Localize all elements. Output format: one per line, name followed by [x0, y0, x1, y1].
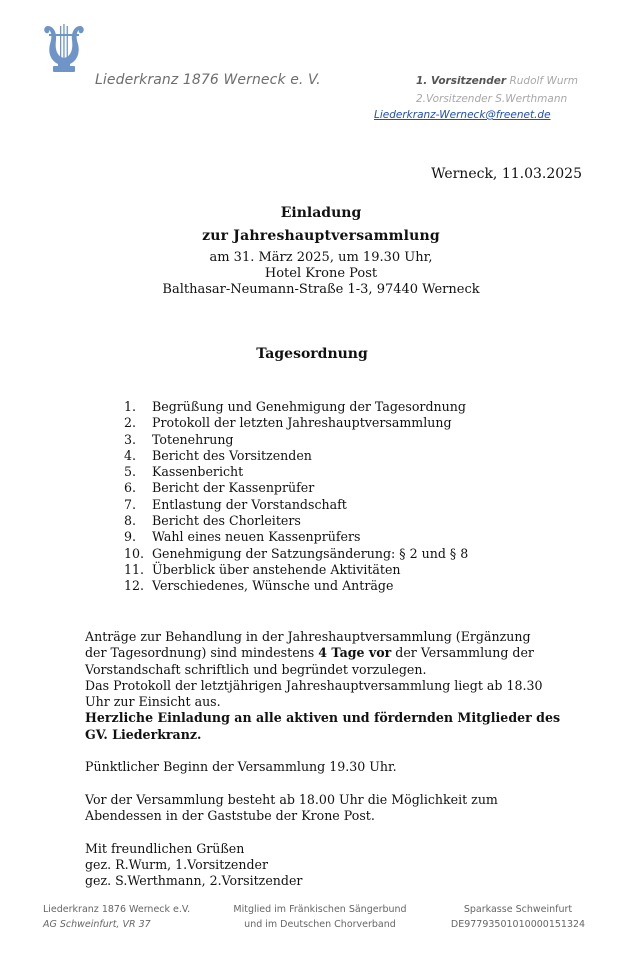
footer-membership-line: Mitglied im Fränkischen Sängerbund	[233, 904, 407, 915]
agenda-item-text: Begrüßung und Genehmigung der Tagesordnung	[152, 399, 466, 414]
agenda-heading: Tagesordnung	[256, 346, 368, 362]
lyre-icon	[42, 22, 86, 74]
minutes-paragraph-line: Uhr zur Einsicht aus.	[85, 694, 221, 710]
signature-1: gez. R.Wurm, 1.Vorsitzender	[85, 857, 268, 873]
deadline-emphasis: 4 Tage vor	[318, 645, 392, 661]
agenda-item-number: 2.	[124, 415, 137, 431]
chairman-1	[416, 75, 578, 87]
agenda-item-text: Wahl eines neuen Kassenprüfers	[152, 529, 361, 545]
agenda-item	[124, 546, 468, 562]
agenda-item-number: 6.	[124, 480, 137, 496]
agenda-item-text: Kassenbericht	[152, 464, 244, 480]
agenda-item	[124, 497, 468, 513]
chairman-2: 2.Vorsitzender S.Werthmann	[416, 93, 568, 105]
chairman-1-role: 1. Vorsitzender	[416, 75, 507, 87]
meeting-address: Balthasar-Neumann-Straße 1-3, 97440 Werneck	[162, 282, 480, 297]
agenda-item-number: 10.	[124, 545, 145, 561]
agenda-item-text: Verschiedenes, Wünsche und Anträge	[152, 578, 394, 594]
agenda-item-number: 12.	[124, 578, 145, 594]
footer-iban: DE97793501010000151324	[450, 918, 586, 930]
motions-text: der Versammlung der	[391, 645, 534, 661]
agenda-item-text: Totenehrung	[152, 431, 234, 447]
agenda-item-text: Überblick über anstehende Aktivitäten	[152, 561, 401, 577]
agenda-item	[124, 529, 468, 545]
agenda-item-number: 11.	[124, 561, 145, 577]
agenda-item	[124, 399, 468, 415]
signature-2: gez. S.Werthmann, 2.Vorsitzender	[85, 873, 303, 889]
meeting-venue: Hotel Krone Post	[264, 266, 378, 281]
dinner-line: Vor der Versammlung besteht ab 18.00 Uhr die Möglichkeit zum	[85, 791, 498, 807]
dinner-line: Abendessen in der Gaststube der Krone Post.	[85, 808, 375, 824]
agenda-list	[124, 399, 468, 595]
invitation-text: GV. Liederkranz.	[85, 726, 202, 742]
agenda-item	[124, 415, 468, 431]
footer-association-name: Liederkranz 1876 Werneck e.V.	[43, 904, 191, 915]
closing-greeting: Mit freundlichen Grüßen	[85, 840, 245, 856]
motions-paragraph-line: Anträge zur Behandlung in der Jahreshauptversammlung (Ergänzung	[85, 629, 531, 644]
invitation-subtitle: zur Jahreshauptversammlung	[202, 228, 440, 244]
chairman-1-name: Rudolf Wurm	[509, 75, 579, 87]
agenda-item	[124, 562, 468, 578]
agenda-item-text: Entlastung der Vorstandschaft	[152, 496, 347, 512]
agenda-item-number: 1.	[124, 399, 137, 414]
agenda-item-number: 5.	[124, 464, 137, 480]
footer-bank	[438, 903, 598, 932]
start-time-line: Pünktlicher Beginn der Versammlung 19.30 Uhr.	[85, 759, 397, 775]
invitation-line	[85, 727, 605, 743]
agenda-item-number: 3.	[124, 431, 137, 447]
org-name: Liederkranz 1876 Werneck e. V.	[95, 72, 321, 88]
motions-text: der Tagesordnung) sind mindestens	[85, 645, 319, 661]
agenda-item-number: 8.	[124, 513, 137, 529]
agenda-item	[124, 432, 468, 448]
minutes-paragraph-line: Das Protokoll der letztjährigen Jahreshauptversammlung liegt ab 18.30	[85, 677, 543, 693]
footer-membership-line: und im Deutschen Chorverband	[244, 918, 396, 930]
email-link[interactable]: Liederkranz-Werneck@freenet.de	[374, 109, 551, 121]
footer-membership	[225, 903, 415, 932]
motions-paragraph-line: Vorstandschaft schriftlich und begründet vorzulegen.	[85, 661, 427, 677]
invitation-line	[85, 710, 605, 726]
agenda-item-text: Protokoll der letzten Jahreshauptversammlung	[152, 415, 452, 431]
footer-association	[43, 903, 190, 932]
agenda-item-number: 7.	[124, 496, 137, 512]
agenda-item	[124, 578, 468, 594]
meeting-datetime: am 31. März 2025, um 19.30 Uhr,	[209, 250, 433, 265]
invitation-text: Herzliche Einladung an alle aktiven und fördernden Mitglieder des	[85, 710, 561, 726]
agenda-item	[124, 480, 468, 496]
agenda-item	[124, 464, 468, 480]
agenda-item-text: Bericht des Chorleiters	[152, 513, 301, 529]
footer-bank-name: Sparkasse Schweinfurt	[463, 904, 573, 915]
place-date: Werneck, 11.03.2025	[431, 166, 582, 182]
invitation-title: Einladung	[280, 205, 362, 221]
agenda-item	[124, 448, 468, 464]
agenda-item-text: Genehmigung der Satzungsänderung: § 2 und § 8	[152, 545, 469, 561]
agenda-item-number: 4.	[124, 447, 137, 463]
footer-register: AG Schweinfurt, VR 37	[43, 918, 151, 930]
agenda-item-text: Bericht des Vorsitzenden	[152, 447, 312, 463]
body-text	[85, 629, 605, 890]
motions-paragraph-line	[85, 645, 605, 661]
agenda-item-text: Bericht der Kassenprüfer	[152, 480, 315, 496]
agenda-item-number: 9.	[124, 529, 137, 545]
agenda-item	[124, 513, 468, 529]
